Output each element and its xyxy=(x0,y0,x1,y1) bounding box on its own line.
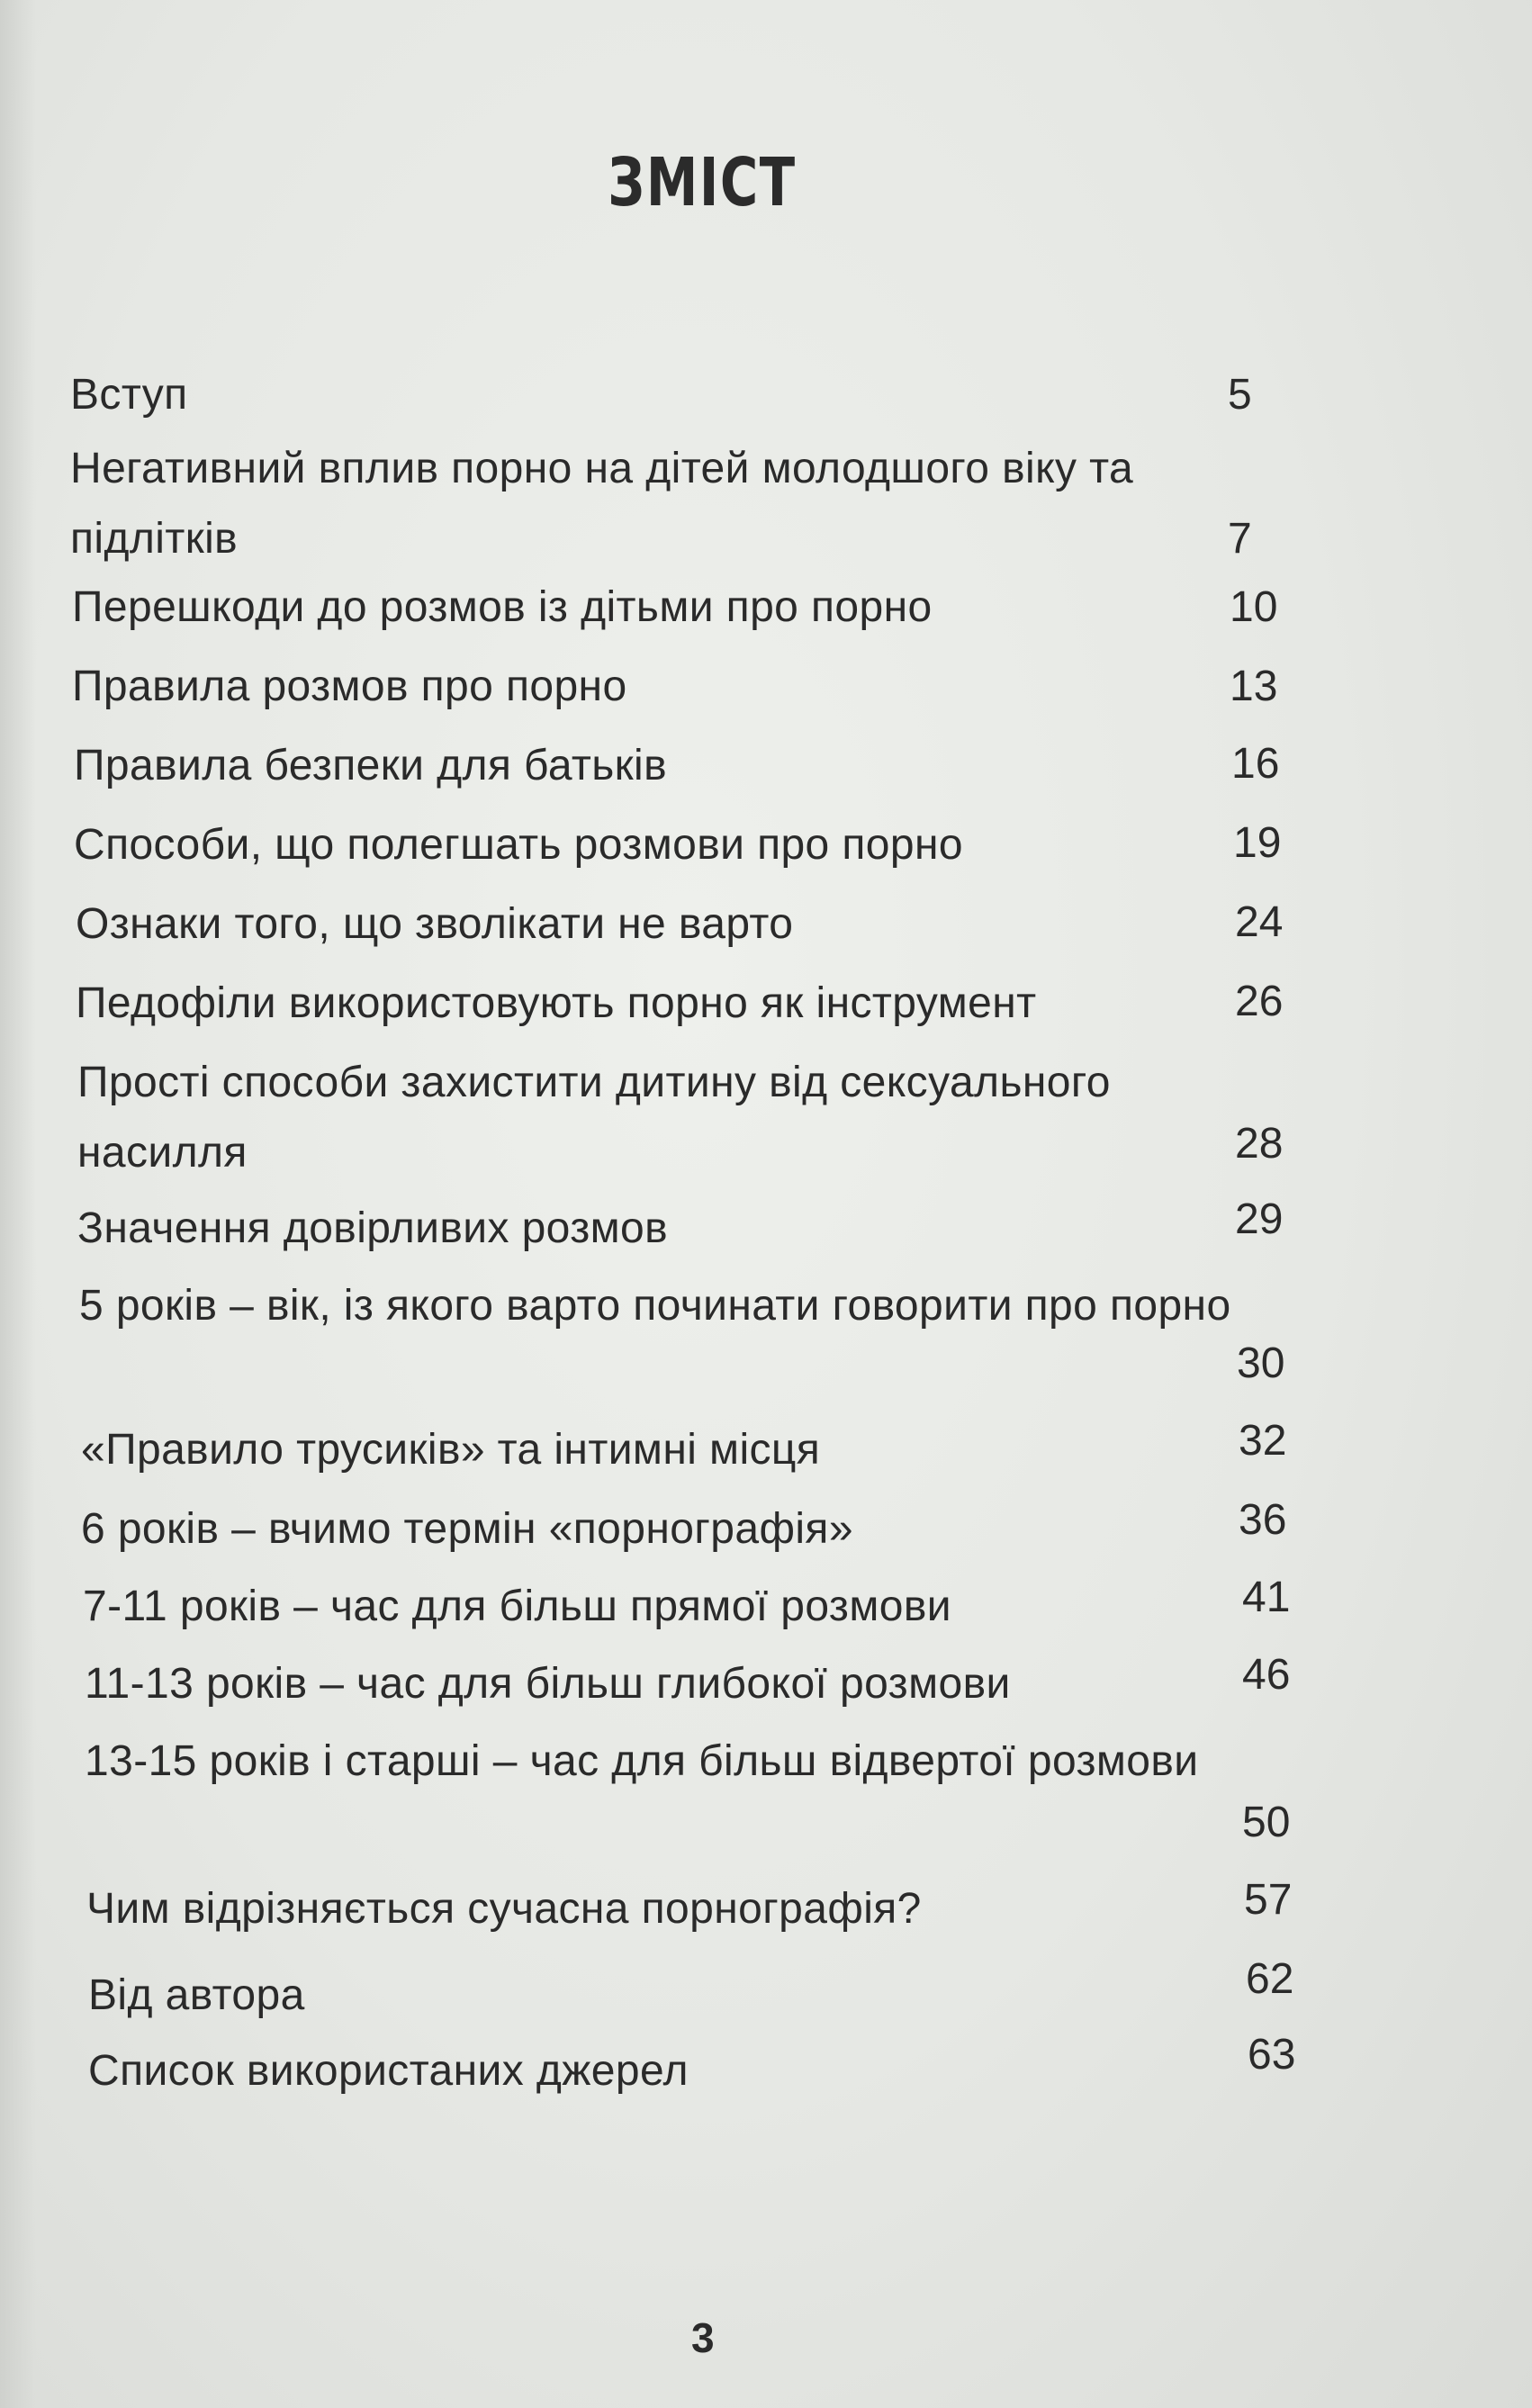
toc-entry-page: 5 xyxy=(1228,371,1252,419)
toc-entry-page: 32 xyxy=(1239,1417,1287,1465)
toc-entry-page: 10 xyxy=(1230,583,1278,631)
toc-entry-title: Негативний вплив порно на дітей молодшого віку та підлітків xyxy=(70,445,1134,563)
toc-entry-title: 7-11 років – час для більш прямої розмови xyxy=(83,1583,951,1630)
toc-entry-title: 6 років – вчимо термін «порнографія» xyxy=(81,1505,853,1553)
toc-entry-page: 26 xyxy=(1235,978,1284,1025)
toc-entry-title: Правила безпеки для батьків xyxy=(74,742,668,789)
toc-entry-title: Ознаки того, що зволікати не варто xyxy=(76,900,794,948)
toc-entry-page: 46 xyxy=(1242,1651,1291,1699)
toc-entry-title: Список використаних джерел xyxy=(88,2047,689,2095)
toc-entry-page: 62 xyxy=(1246,1955,1294,2003)
toc-entry-page: 7 xyxy=(1228,515,1252,563)
toc-entry-title: 13-15 років і старші – час для більш відвертої розмови xyxy=(85,1737,1199,1785)
toc-entry-title: 5 років – вік, із якого варто починати говорити про порно xyxy=(79,1282,1231,1330)
toc-entry-title: Способи, що полегшать розмови про порно xyxy=(74,821,963,869)
toc-entry-page: 19 xyxy=(1233,819,1282,867)
toc-entry-title: «Правило трусиків» та інтимні місця xyxy=(81,1426,821,1474)
toc-entry-page: 57 xyxy=(1244,1876,1293,1924)
contents-heading: ЗМІСТ xyxy=(608,144,797,221)
page-number: 3 xyxy=(691,2314,715,2361)
toc-entry-page: 24 xyxy=(1235,898,1284,946)
toc-entry-page: 30 xyxy=(1237,1339,1285,1387)
toc-entry-page: 13 xyxy=(1230,663,1278,710)
toc-entry-title: Прості способи захистити дитину від сексуального насилля xyxy=(77,1059,1111,1177)
toc-entry-page: 28 xyxy=(1235,1120,1284,1168)
toc-entry-title: Правила розмов про порно xyxy=(72,663,627,710)
toc-entry-page: 63 xyxy=(1248,2031,1296,2079)
toc-entry-page: 50 xyxy=(1242,1799,1291,1846)
toc-entry-title: Значення довірливих розмов xyxy=(77,1204,669,1252)
toc-entry-page: 36 xyxy=(1239,1496,1287,1544)
toc-entry-title: Педофіли використовують порно як інструмент xyxy=(76,979,1037,1027)
toc-entry-page: 29 xyxy=(1235,1195,1284,1243)
toc-entry-title: Перешкоди до розмов із дітьми про порно xyxy=(72,583,933,631)
toc-entry-title: 11-13 років – час для більш глибокої розмови xyxy=(85,1660,1011,1708)
toc-entry-title: Чим відрізняється сучасна порнографія? xyxy=(86,1885,922,1933)
toc-entry-title: Вступ xyxy=(70,371,188,419)
toc-entry-page: 16 xyxy=(1231,740,1280,788)
toc-entry-page: 41 xyxy=(1242,1574,1291,1621)
toc-entry-title: Від автора xyxy=(88,1971,305,2019)
